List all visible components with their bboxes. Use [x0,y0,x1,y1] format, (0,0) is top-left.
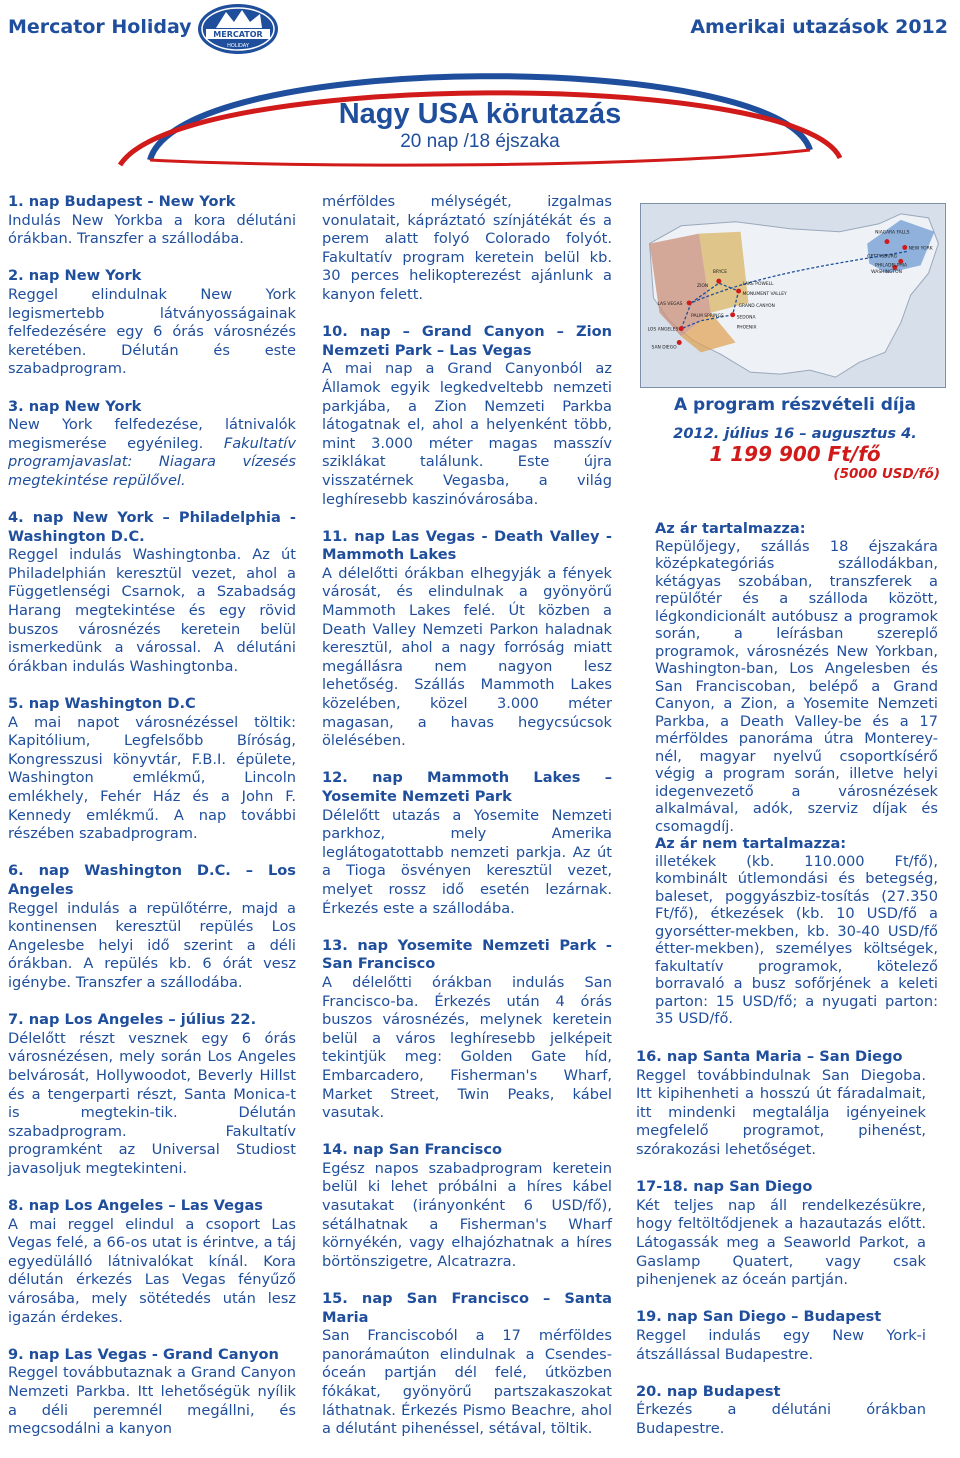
day-text: Délelőtt részt vesznek egy 6 órás városnézésen, mely során Los Angeles belvárosát, Hollywoodot, Beverly Hillst és a tengerparti részt, Santa Monica-t is megtekin-tik. Délután szabadprogram. Fakultatív programként az Universal Studiost javasoljuk megtekinteni. [8,1029,296,1177]
day-9-continued [322,193,612,305]
day-20 [636,1383,926,1439]
day-text: Reggel indulás egy New York-i átszállással Budapestre. [636,1326,926,1363]
day-text: Két teljes nap áll rendelkezésükre, hogy feltöltődjenek a hazautazás előtt. Látogassák meg a Seaworld Parkot, a Gaslamp Quatert, vagy csak pihenjenek az óceán partján. [636,1196,926,1289]
day-text: San Franciscoból a 17 mérföldes panorámaúton elindulnak a Csendes-óceán partján dél felé, útközben fókákat, gyönyörű partszakaszokat láthatnak. Érkezés Pismo Beachre, ahol a délutánt pihenéssel, sétával, töltik. [322,1327,612,1438]
map-label: WASHINGTON [871,270,902,276]
price-box [646,395,944,482]
day-heading: 5. nap Washington D.C [8,695,196,713]
map-label: NEW YORK [908,246,933,252]
page-title-wrap [0,98,960,131]
day-3 [8,398,296,491]
route-map [640,203,946,388]
day-15 [322,1290,612,1439]
day-heading: 9. nap Las Vegas - Grand Canyon [8,1345,279,1363]
day-heading: 11. nap Las Vegas - Death Valley - Mammoth Lakes [322,527,612,564]
map-label: GRAND CANYON [738,303,775,309]
price-title: A program részvételi díja [673,395,917,415]
day-text: A délelőtti órákban indulás San Francisco-ba. Érkezés után 4 órás buszos városnézés, melynek keretein belül a város leghíresebb jelképeit tekintjük meg: Golden Gate híd, Embarcadero, Fisherman's Wharf, Market Street, Twin Peaks, kábel vasutak. [322,973,612,1122]
day-heading: 2. nap New York [8,267,142,285]
day-8 [8,1197,296,1327]
day-text: Egész napos szabadprogram keretein belül ki lehet próbálni a híres kábel vasutakat (irányonként 6 USD/fő), sétálhatnak a Fisherman's Wharf környékén, vagy elhajózhatnak a híres börtönszigetre, Alcatrazra. [322,1159,612,1270]
price-usd: (5000 USD/fő) [833,466,940,482]
header-title: Amerikai utazások 2012 [690,16,948,38]
day-optional: Fakultatív programjavaslat: Niagara vízesés megtekintése repülővel. [8,434,296,489]
day-heading: 7. nap Los Angeles – július 22. [8,1011,257,1029]
itinerary-column-2 [322,193,612,1457]
day-heading: 19. nap San Diego – Budapest [636,1308,882,1326]
map-label: LOS ANGELES [647,327,679,333]
day-12 [322,769,612,918]
map-label: PHOENIX [736,325,757,331]
includes-label: Az ár tartalmazza: [655,520,806,537]
day-heading: 1. nap Budapest - New York [8,193,236,210]
logo-text: MERCATOR [213,30,263,39]
day-text: Reggel indulás a repülőtérre, majd a kontinensen keresztül repülés Los Angelesbe helyi idő szerint a déli órákban. A repülés kb. 6 órát vesz igénybe. Transzfer a szállodába. [8,899,296,991]
day-text: A mai reggel elindul a csoport Las Vegas felé, a 66-os utat is érintve, a táj egyedülálló látnivalókat kínál. Kora délután érkezés Las Vegas fényűző városába, mely sötétedés után lesz igazán érdekes. [8,1215,296,1326]
map-label: PHILADELPHIA [875,263,908,269]
day-text: Érkezés a délutáni órákban Budapestre. [636,1401,926,1437]
day-2 [8,267,296,379]
logo-sub: HOLIDAY [227,43,249,49]
day-text: Reggel indulás Washingtonba. Az út Philadelphián keresztül vezet, ahol a Függetlenségi Csarnok, a Szabadság Harang megtekintése és egy rövid buszos városnézés keretein belül ismerkedünk a várossal. A délutáni órákban indulás Washingtonba. [8,546,296,675]
day-heading: 4. nap New York – Philadelphia - Washington D.C. [8,509,296,545]
price-date: 2012. július 16 – augusztus 4. [673,425,917,442]
page-subtitle: 20 nap /18 éjszaka [400,131,560,152]
day-1 [8,193,296,249]
day-text: A délelőtti órákban elhegyják a fények városát, és elindulnak a gyönyörű Mammoth Lakes felé. Út közben a Death Valley Nemzeti Parkon haladnak keresztül, ahol a nagy forróság miatt megállásra nem nagyon lesz lehetőség. Szállás Mammoth Lakes közelében, közel 3.000 méter magasan, a havas hegycsúcsok ölelésében. [322,564,612,750]
day-text: A mai nap a Grand Canyonból az Államok egyik legkedveltebb nemzeti parkjába, a Zion Nemzeti Parkba látogatnak el, ahol a helyenként több, mint 3.000 méter magas masszív sziklákat találunk. Este újra visszatérnek Vegasba, a világ leghíresebb kaszinóvárosába. [322,360,612,508]
day-text: A mai napot városnézéssel töltik: Kapitólium, Legfelsőbb Bíróság, Kongresszusi könyvtár, F.B.I. épülete, Washington emlékmű, Lincoln emlékhely, Fehér Ház és a John F. Kennedy emlékmű. A nap további részében szabadprogram. [8,713,296,843]
day-heading: 16. nap Santa Maria – San Diego [636,1048,903,1065]
day-17-18 [636,1178,926,1290]
day-7 [8,1011,296,1178]
day-6 [8,862,296,992]
map-label: MONUMENT VALLEY [742,292,787,298]
map-label: LAS VEGAS [657,301,683,307]
map-label: LAKE POWELL [742,282,774,288]
day-19 [636,1308,926,1364]
day-heading: 17-18. nap San Diego [636,1178,813,1196]
day-4 [8,509,296,676]
day-text: Reggel továbbindulnak San Diegoba. Itt kipihenheti a hosszú út fáradalmait, itt mindenki megtalálja igényeinek megfelelő programot, pihenést, szórakozási lehetőséget. [636,1066,926,1158]
day-text: New York felfedezése, látnivalók megismerése egyénileg. [8,416,296,452]
map-label: BRYCE [712,270,728,276]
day-11 [322,528,612,751]
map-label: SEDONA [736,315,756,321]
day-text: Délelőtt utazás a Yosemite Nemzeti parkhoz, mely Amerika leglátogatottabb nemzeti parkja. Az út a Tioga ösvényen keresztül vezet, melyet rossz idő esetén lezárnak. Érkezés este a szállodába. [322,806,612,917]
day-9 [8,1346,296,1439]
day-10 [322,323,612,509]
day-text: mérföldes mélységét, izgalmas vonulatait, kápráztató színjátékát és a perem alatt folyó Colorado folyót. Fakultatív program keretein belül kb. 30 perces helikopterezést ajánlunk a kanyon felett. [322,193,612,303]
map-label: PALM SPRINGS [691,313,724,319]
excludes-label: Az ár nem tartalmazza: [655,835,847,852]
day-14 [322,1141,612,1271]
day-heading: 20. nap Budapest [636,1382,781,1400]
day-heading: 10. nap – Grand Canyon – Zion Nemzeti Park – Las Vegas [322,323,612,359]
map-label: GETTYSBURG [867,254,898,260]
day-heading: 15. nap San Francisco – Santa Maria [322,1290,612,1326]
map-label: ZION [697,284,709,290]
day-heading: 8. nap Los Angeles – Las Vegas [8,1197,263,1215]
day-heading: 3. nap New York [8,397,142,415]
itinerary-column-1 [8,193,296,1457]
page-title: Nagy USA körutazás [338,98,622,130]
day-heading: 6. nap Washington D.C. – Los Angeles [8,862,296,898]
day-heading: 14. nap San Francisco [322,1141,503,1159]
day-heading: 13. nap Yosemite Nemzeti Park - San Francisco [322,936,612,973]
day-heading: 12. nap Mammoth Lakes – Yosemite Nemzeti Park [322,769,612,805]
price-includes [655,520,938,1028]
day-5 [8,695,296,844]
day-13 [322,937,612,1123]
excludes-text: illetékek (kb. 110.000 Ft/fő), kombinált útlemondási és betegség, baleset, poggyászbiz-tosítás (27.350 Ft/fő), étkezések (kb. 10 USD/fő a gyorsétter-mekben, kb. 30-40 USD/fő étter-mekben), személyes költségek, fakultatív programok, kötelező borravaló a busz sofőrjének a keleti parton: 15 USD/fő; a nyugati parton: 35 USD/fő. [655,852,938,1027]
company-name: Mercator Holiday [8,16,192,38]
day-text: Indulás New Yorkba a kora délutáni órákban. Transzfer a szállodába. [8,211,296,248]
includes-text: Repülőjegy, szállás 18 éjszakára középkategóriás szállodákban, kétágyas szobában, transzferek a repülőtér és a szálloda között, légkondicionált autóbusz a programok során, a leírásban szereplő programok, városnézés New Yorkban, Washington-ban, Los Angelesben és San Franciscoban, belépő a Grand Canyon, a Zion, a Yosemite Nemzeti Parkba, a Death Valley-be és a 17 mérföldes panoráma útra Monterey-nél, magyar nyelvű csoportkísérő végig a program során, illetve helyi idegenvezető a városnézések alkalmával, adók, szerviz díjak és csomagdíj. [655,537,938,835]
map-label: SAN DIEGO [651,345,677,351]
itinerary-column-3 [636,1048,926,1457]
day-text: Reggel elindulnak New York legismertebb látványosságainak felfedezésére egy 6 órás városnézés keretében. Délután és este szabadprogram. [8,285,296,378]
day-16 [636,1048,926,1160]
map-label: NIAGARA FALLS [875,230,910,236]
day-text: Reggel továbbutaznak a Grand Canyon Nemzeti Parkba. Itt lehetőségük nyílik a déli peremnél megállni, és megcsodálni a kanyon [8,1364,296,1438]
price-amount: 1 199 900 Ft/fő [709,442,881,466]
